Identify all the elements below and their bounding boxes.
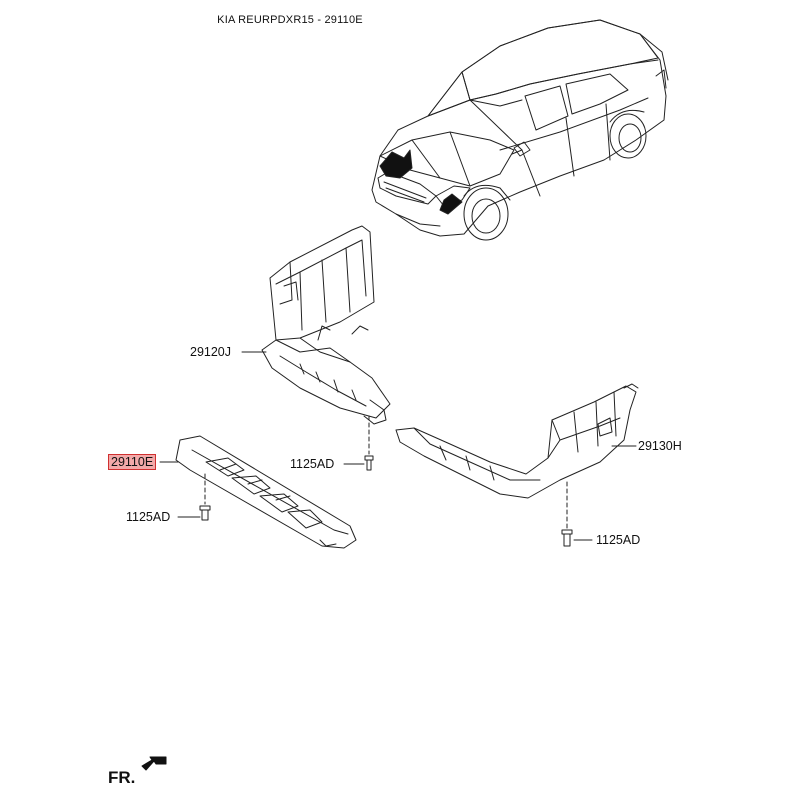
bolt-center-shape [365,416,373,470]
part-29110E-shape [176,436,356,548]
front-direction-label: FR. [108,768,136,787]
part-29130H-shape [396,384,638,498]
label-bolt-center[interactable]: 1125AD [290,457,335,471]
label-29120J[interactable]: 29120J [190,345,232,359]
label-bolt-right[interactable]: 1125AD [596,533,641,547]
car-illustration [372,20,668,240]
label-29110E[interactable]: 29110E [108,454,156,470]
bolt-right-shape [562,482,572,546]
label-29130H[interactable]: 29130H [638,439,682,453]
label-bolt-left[interactable]: 1125AD [126,510,171,524]
front-arrow-icon [142,757,166,770]
diagram-title: KIA REURPDXR15 - 29110E [217,14,363,26]
part-29120J-shape [262,226,390,424]
leader-lines [160,352,636,540]
